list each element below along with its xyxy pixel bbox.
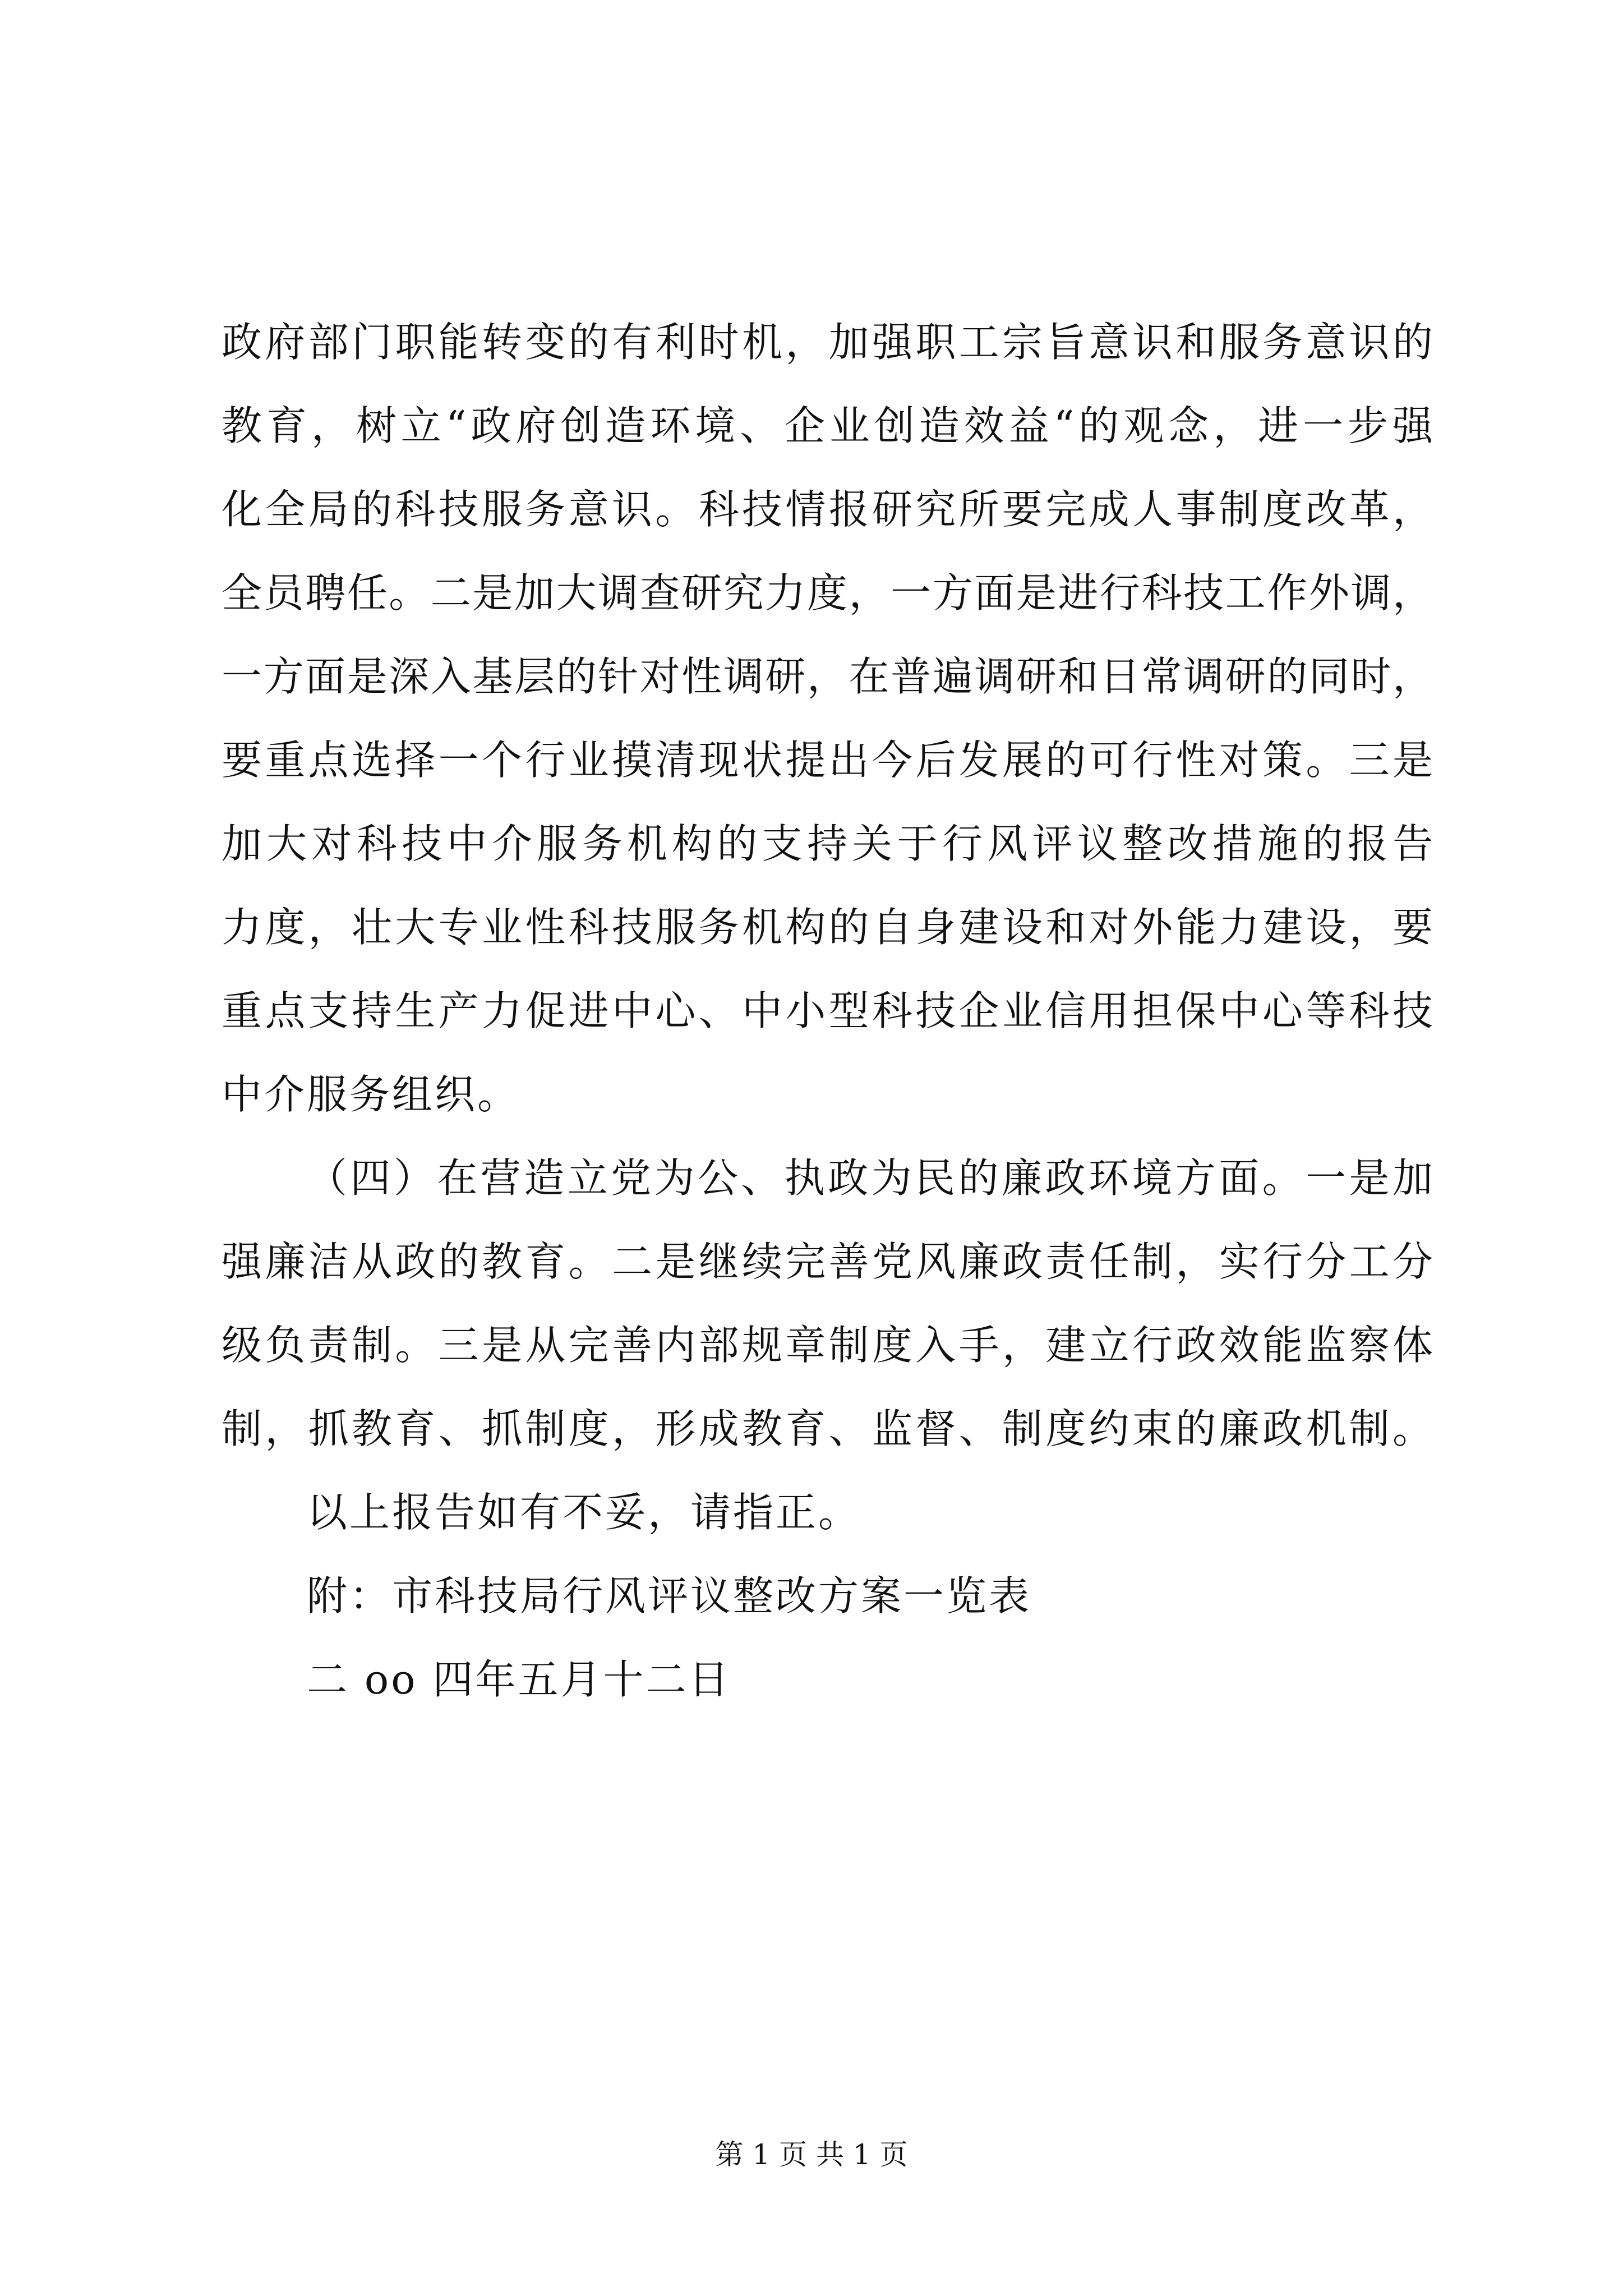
page-footer [0, 2138, 1623, 2171]
text-line: 要重点选择一个行业摸清现状提出今后发展的可行性对策。三是 [222, 737, 1433, 784]
text-line: 化全局的科技服务意识。科技情报研究所要完成人事制度改革， [222, 486, 1433, 533]
text-line: 强廉洁从政的教育。二是继续完善党风廉政责任制，实行分工分 [222, 1238, 1433, 1285]
page-number: 第 1 页 共 1 页 [715, 2138, 908, 2171]
closing-remark [222, 1471, 1433, 1554]
paragraph [222, 1137, 1433, 1471]
text-line: 政府部门职能转变的有利时机，加强职工宗旨意识和服务意识的 [222, 319, 1433, 366]
text-line: 全员聘任。二是加大调查研究力度，一方面是进行科技工作外调， [222, 569, 1433, 616]
text-line: 以上报告如有不妥，请指正。 [307, 1489, 861, 1536]
document-body [222, 301, 1433, 1722]
text-line: 附：市科技局行风评议整改方案一览表 [307, 1572, 1032, 1619]
text-line: 教育，树立“政府创造环境、企业创造效益“的观念，进一步强 [222, 402, 1433, 449]
paragraph [222, 301, 1433, 1137]
attachment-note [222, 1554, 1433, 1638]
text-line: 重点支持生产力促进中心、中小型科技企业信用担保中心等科技 [222, 987, 1433, 1034]
text-line: 制，抓教育、抓制度，形成教育、监督、制度约束的廉政机制。 [222, 1405, 1433, 1452]
text-line: 中介服务组织。 [222, 1071, 520, 1118]
text-line: 力度，壮大专业性科技服务机构的自身建设和对外能力建设，要 [222, 904, 1433, 951]
text-line: 一方面是深入基层的针对性调研，在普遍调研和日常调研的同时， [222, 653, 1433, 700]
document-date [222, 1638, 1433, 1722]
text-line: 二 oo 四年五月十二日 [307, 1656, 731, 1703]
text-line: （四）在营造立党为公、执政为民的廉政环境方面。一是加 [307, 1154, 1433, 1202]
text-line: 级负责制。三是从完善内部规章制度入手，建立行政效能监察体 [222, 1322, 1433, 1369]
text-line: 加大对科技中介服务机构的支持关于行风评议整改措施的报告 [222, 820, 1433, 867]
